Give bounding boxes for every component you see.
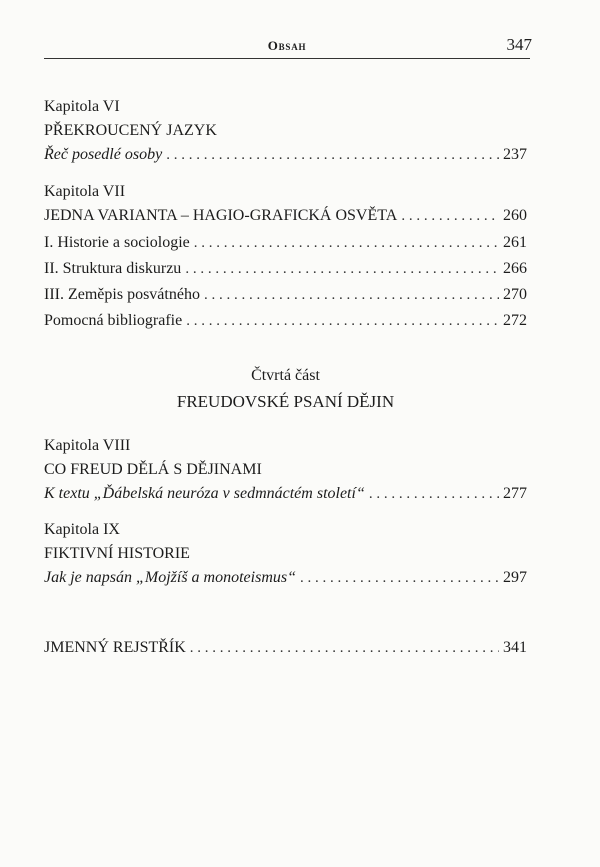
toc-entry-text: Řeč posedlé osoby: [44, 146, 163, 163]
chapter-title: CO FREUD DĚLÁ S DĚJINAMI: [44, 461, 262, 478]
toc-entry: [44, 143, 527, 167]
dot-leader: [204, 283, 499, 307]
toc-entry: [44, 482, 527, 506]
toc-entry-page: 260: [503, 207, 527, 224]
toc-entry-text: I. Historie a sociologie: [44, 234, 190, 251]
index-block: [44, 636, 527, 660]
chapter-label: Kapitola VII: [44, 183, 126, 200]
toc-entry-text: JMENNÝ REJSTŘÍK: [44, 639, 186, 656]
part-title: FREUDOVSKÉ PSANÍ DĚJIN: [176, 392, 395, 411]
part-label: Čtvrtá část: [251, 367, 320, 384]
chapter-7-block: [44, 180, 527, 333]
toc-entry: [44, 257, 527, 281]
toc-entry: [44, 309, 527, 333]
page-number: 347: [506, 35, 532, 54]
toc-entry-page: 270: [503, 286, 527, 303]
toc-entry-text: Pomocná bibliografie: [44, 312, 183, 329]
toc-entry: [44, 283, 527, 307]
toc-entry-text: III. Zeměpis posvátného: [44, 286, 200, 303]
toc-entry-page: 272: [503, 312, 527, 329]
chapter-label: Kapitola VI: [44, 98, 120, 115]
chapter-title-entry: [44, 204, 527, 228]
toc-entry-page: 297: [503, 569, 527, 586]
toc-entry: [44, 636, 527, 660]
chapter-6-block: [44, 95, 527, 167]
dot-leader: [186, 309, 499, 333]
toc-entry-text: K textu „Ďábelská neuróza v sedmnáctém století“: [44, 485, 365, 502]
toc-entry-page: 277: [503, 485, 527, 502]
running-head-title: Obsah: [267, 38, 307, 53]
chapter-9-block: [44, 518, 527, 590]
toc-entry-page: 237: [503, 146, 527, 163]
part-4-heading: [44, 364, 527, 414]
dot-leader: [166, 143, 499, 167]
dot-leader: [369, 482, 499, 506]
toc-entry-page: 261: [503, 234, 527, 251]
chapter-label: Kapitola VIII: [44, 437, 131, 454]
toc-entry-text: II. Struktura diskurzu: [44, 260, 182, 277]
chapter-title: PŘEKROUCENÝ JAZYK: [44, 122, 217, 139]
dot-leader: [300, 566, 499, 590]
toc-entry-page: 266: [503, 260, 527, 277]
toc-entry-page: 341: [503, 639, 527, 656]
chapter-8-block: [44, 434, 527, 506]
chapter-label: Kapitola IX: [44, 521, 120, 538]
chapter-title: JEDNA VARIANTA – HAGIO-GRAFICKÁ OSVĚTA: [44, 207, 398, 224]
toc-entry: [44, 566, 527, 590]
running-head: [44, 36, 530, 59]
dot-leader: [185, 257, 499, 281]
dot-leader: [190, 636, 499, 660]
toc-entry: [44, 231, 527, 255]
toc-entry-text: Jak je napsán „Mojžíš a monoteismus“: [44, 569, 296, 586]
dot-leader: [401, 204, 499, 228]
dot-leader: [194, 231, 499, 255]
chapter-title: FIKTIVNÍ HISTORIE: [44, 545, 190, 562]
